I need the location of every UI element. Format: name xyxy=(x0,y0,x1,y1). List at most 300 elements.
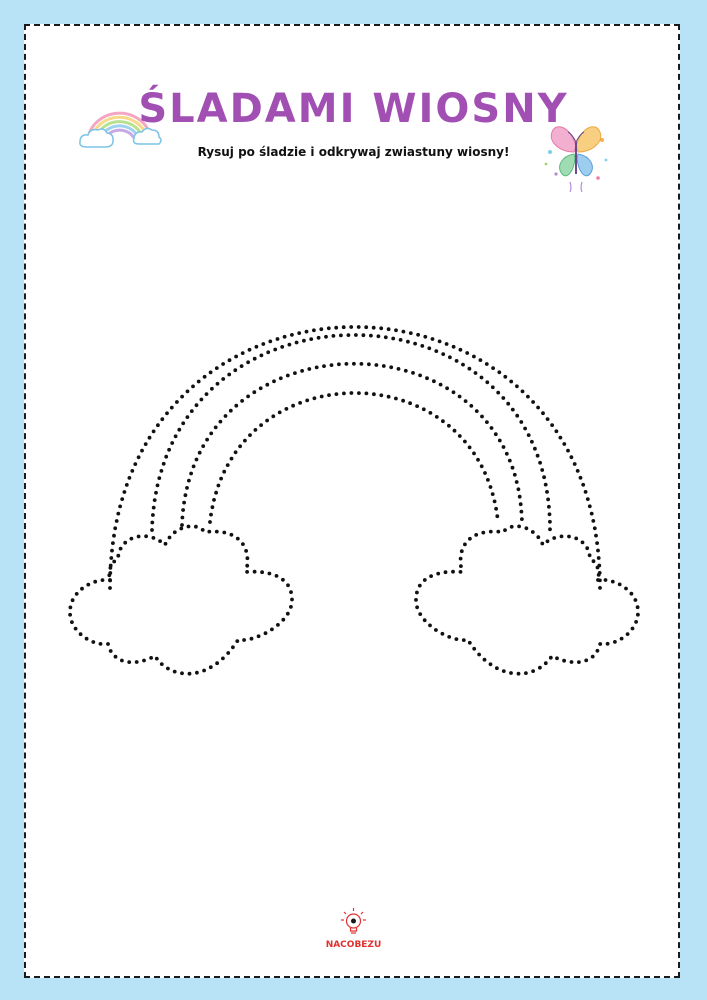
trace-dot xyxy=(413,342,417,346)
trace-dot xyxy=(432,379,436,383)
trace-dot xyxy=(180,395,184,399)
trace-dot xyxy=(167,448,171,452)
trace-dot xyxy=(221,657,225,661)
trace-dot xyxy=(606,642,610,646)
trace-dot xyxy=(464,399,468,403)
trace-dot xyxy=(562,442,566,446)
trace-dot xyxy=(288,343,292,347)
trace-dot xyxy=(234,404,238,408)
trace-dot xyxy=(379,326,383,330)
trace-dot xyxy=(119,547,123,551)
trace-dot xyxy=(389,365,393,369)
trace-dot xyxy=(285,407,289,411)
trace-dot xyxy=(418,612,422,616)
trace-dot xyxy=(394,328,398,332)
trace-dot xyxy=(181,508,185,512)
trace-dot xyxy=(279,376,283,380)
trace-dot xyxy=(439,383,443,387)
trace-dot xyxy=(530,440,534,444)
trace-dot xyxy=(634,598,638,602)
trace-dot xyxy=(194,525,198,529)
trace-dot xyxy=(160,417,164,421)
trace-dot xyxy=(448,355,452,359)
trace-dot xyxy=(489,530,493,534)
trace-dot xyxy=(149,656,153,660)
trace-dot xyxy=(205,392,209,396)
trace-dot xyxy=(332,334,336,338)
trace-dot xyxy=(107,573,111,577)
trace-dot xyxy=(562,659,566,663)
trace-dot xyxy=(170,441,174,445)
trace-dot xyxy=(116,554,120,558)
trace-dot xyxy=(186,415,190,419)
trace-dot xyxy=(222,470,226,474)
trace-dot xyxy=(445,342,449,346)
trace-dot xyxy=(468,367,472,371)
trace-dot xyxy=(280,345,284,349)
trace-dot xyxy=(517,672,521,676)
trace-dot xyxy=(108,578,112,582)
trace-dot xyxy=(438,340,442,344)
trace-dot xyxy=(234,355,238,359)
trace-dot xyxy=(101,578,105,582)
trace-dot xyxy=(246,395,250,399)
trace-dot xyxy=(576,469,580,473)
trace-dot xyxy=(257,634,261,638)
trace-dot xyxy=(624,587,628,591)
trace-dot xyxy=(549,656,553,660)
trace-dot xyxy=(404,369,408,373)
trace-dot xyxy=(459,564,463,568)
trace-dot xyxy=(567,535,571,539)
trace-dot xyxy=(630,592,634,596)
trace-dot xyxy=(342,325,346,329)
trace-dot xyxy=(260,354,264,358)
trace-dot xyxy=(458,395,462,399)
trace-dot xyxy=(68,613,72,617)
trace-dot xyxy=(387,327,391,331)
trace-dot xyxy=(271,414,275,418)
trace-dot xyxy=(234,450,238,454)
trace-dot xyxy=(214,426,218,430)
trace-dot xyxy=(494,432,498,436)
trace-dot xyxy=(208,520,212,524)
trace-dot xyxy=(415,591,419,595)
trace-dot xyxy=(155,657,159,661)
trace-dot xyxy=(268,572,272,576)
trace-dot xyxy=(259,386,263,390)
trace-dot xyxy=(447,635,451,639)
trace-dot xyxy=(137,535,141,539)
trace-dot xyxy=(231,645,235,649)
trace-dot xyxy=(173,670,177,674)
trace-dot xyxy=(423,578,427,582)
trace-dot xyxy=(207,530,211,534)
trace-dot xyxy=(502,445,506,449)
trace-dot xyxy=(157,476,161,480)
trace-dot xyxy=(468,446,472,450)
trace-dot xyxy=(391,337,395,341)
trace-dot xyxy=(352,362,356,366)
trace-dot xyxy=(491,385,495,389)
trace-dot xyxy=(550,423,554,427)
trace-dot xyxy=(130,537,134,541)
trace-dot xyxy=(547,505,551,509)
trace-dot xyxy=(595,541,599,545)
trace-dot xyxy=(265,383,269,387)
trace-dot xyxy=(453,429,457,433)
trace-dot xyxy=(272,379,276,383)
trace-dot xyxy=(215,661,219,665)
trace-dot xyxy=(485,362,489,366)
trace-dot xyxy=(283,335,287,339)
trace-dot xyxy=(511,408,515,412)
trace-dot xyxy=(305,330,309,334)
trace-dot xyxy=(93,580,97,584)
trace-dot xyxy=(586,497,590,501)
trace-dot xyxy=(250,637,254,641)
trace-dot xyxy=(211,505,215,509)
trace-dot xyxy=(112,534,116,538)
dotted-arc-3 xyxy=(180,362,524,527)
trace-dot xyxy=(195,458,199,462)
trace-dot xyxy=(115,519,119,523)
trace-dot xyxy=(182,501,186,505)
trace-dot xyxy=(142,659,146,663)
trace-dot xyxy=(479,358,483,362)
trace-dot xyxy=(278,411,282,415)
trace-dot xyxy=(418,584,422,588)
trace-dot xyxy=(546,539,550,543)
trace-dot xyxy=(164,455,168,459)
trace-dot xyxy=(151,513,155,517)
trace-dot xyxy=(184,493,188,497)
trace-dot xyxy=(462,638,466,642)
trace-dot xyxy=(477,653,481,657)
trace-dot xyxy=(148,436,152,440)
trace-dot xyxy=(120,497,124,501)
trace-dot xyxy=(221,377,225,381)
trace-dot xyxy=(544,483,548,487)
trace-dot xyxy=(305,399,309,403)
trace-dot xyxy=(166,667,170,671)
trace-dot xyxy=(286,612,290,616)
trace-dot xyxy=(520,517,524,521)
trace-dot xyxy=(465,351,469,355)
trace-dot xyxy=(365,392,369,396)
trace-dot xyxy=(160,662,164,666)
trace-dot xyxy=(536,535,540,539)
trace-dot xyxy=(428,624,432,628)
trace-dot xyxy=(506,402,510,406)
trace-dot xyxy=(252,390,256,394)
trace-dot xyxy=(339,334,343,338)
trace-dot xyxy=(555,656,559,660)
trace-dot xyxy=(240,364,244,368)
trace-dot xyxy=(177,428,181,432)
trace-dot xyxy=(317,336,321,340)
trace-dot xyxy=(125,483,129,487)
trace-dot xyxy=(70,620,74,624)
trace-dot xyxy=(209,371,213,375)
trace-dot xyxy=(79,632,83,636)
trace-dot xyxy=(357,391,361,395)
trace-dot xyxy=(350,391,354,395)
trace-dot xyxy=(327,393,331,397)
trace-dot xyxy=(509,671,513,675)
trace-dot xyxy=(85,637,89,641)
trace-dot xyxy=(483,471,487,475)
trace-dot xyxy=(596,566,600,570)
trace-dot xyxy=(209,665,213,669)
trace-dot xyxy=(290,598,294,602)
trace-dot xyxy=(489,662,493,666)
trace-dot xyxy=(540,468,544,472)
trace-dot xyxy=(515,480,519,484)
trace-dot xyxy=(154,491,158,495)
trace-dot xyxy=(245,570,249,574)
trace-dot xyxy=(517,525,521,529)
trace-dot xyxy=(496,391,500,395)
page-subtitle: Rysuj po śladzie i odkrywaj zwiastuny wiosny! xyxy=(197,145,510,159)
trace-dot xyxy=(291,404,295,408)
trace-dot xyxy=(472,647,476,651)
trace-dot xyxy=(394,397,398,401)
trace-dot xyxy=(297,331,301,335)
trace-dot xyxy=(246,360,250,364)
trace-dot xyxy=(236,537,240,541)
trace-dot xyxy=(300,369,304,373)
trace-dot xyxy=(594,534,598,538)
trace-dot xyxy=(137,455,141,459)
trace-dot xyxy=(112,560,116,564)
trace-dot xyxy=(472,355,476,359)
trace-dot xyxy=(260,570,264,574)
trace-dot xyxy=(592,559,596,563)
trace-dot xyxy=(540,542,544,546)
trace-dot xyxy=(71,598,75,602)
trace-dot xyxy=(322,364,326,368)
trace-dot xyxy=(515,384,519,388)
trace-dot xyxy=(515,414,519,418)
trace-dot xyxy=(626,632,630,636)
trace-dot xyxy=(461,363,465,367)
trace-dot xyxy=(531,530,535,534)
trace-dot xyxy=(618,583,622,587)
trace-dot xyxy=(216,382,220,386)
trace-dot xyxy=(468,537,472,541)
trace-dot xyxy=(455,637,459,641)
trace-dot xyxy=(620,637,624,641)
trace-dot xyxy=(173,530,177,534)
trace-dot xyxy=(69,606,73,610)
trace-dot xyxy=(468,641,472,645)
trace-dot xyxy=(244,549,248,553)
trace-dot xyxy=(441,632,445,636)
trace-dot xyxy=(295,341,299,345)
trace-dot xyxy=(397,367,401,371)
trace-dot xyxy=(423,618,427,622)
trace-dot xyxy=(519,420,523,424)
trace-dot xyxy=(152,506,156,510)
trace-dot xyxy=(360,362,364,366)
trace-dot xyxy=(120,659,124,663)
trace-dot xyxy=(180,523,184,527)
trace-dot xyxy=(215,366,219,370)
trace-dot xyxy=(217,484,221,488)
trace-dot xyxy=(436,572,440,576)
trace-dot xyxy=(459,348,463,352)
trace-dot xyxy=(228,358,232,362)
trace-dot xyxy=(573,462,577,466)
trace-dot xyxy=(483,658,487,662)
trace-dot xyxy=(364,325,368,329)
trace-dot xyxy=(229,409,233,413)
trace-dot xyxy=(406,340,410,344)
trace-dot xyxy=(315,366,319,370)
trace-dot xyxy=(362,333,366,337)
trace-dot xyxy=(116,512,120,516)
trace-dot xyxy=(469,404,473,408)
trace-dot xyxy=(200,398,204,402)
trace-dot xyxy=(538,666,542,670)
trace-dot xyxy=(597,573,601,577)
trace-dot xyxy=(335,392,339,396)
trace-dot xyxy=(596,549,600,553)
trace-dot xyxy=(408,401,412,405)
trace-dot xyxy=(330,363,334,367)
trace-dot xyxy=(264,631,268,635)
trace-dot xyxy=(224,414,228,418)
trace-dot xyxy=(205,438,209,442)
trace-dot xyxy=(489,485,493,489)
trace-dot xyxy=(496,530,500,534)
trace-dot xyxy=(118,505,122,509)
trace-dot xyxy=(158,539,162,543)
brand-name: NACOBEZU xyxy=(325,940,382,950)
trace-dot xyxy=(168,536,172,540)
trace-dot xyxy=(349,325,353,329)
trace-dot xyxy=(248,348,252,352)
trace-dot xyxy=(109,556,113,560)
trace-dot xyxy=(416,333,420,337)
trace-dot xyxy=(313,396,317,400)
trace-dot xyxy=(106,642,110,646)
trace-dot xyxy=(429,411,433,415)
trace-dot xyxy=(508,459,512,463)
trace-dot xyxy=(560,535,564,539)
trace-dot xyxy=(459,557,463,561)
trace-dot xyxy=(452,390,456,394)
trace-dot xyxy=(230,457,234,461)
trace-dot xyxy=(463,543,467,547)
trace-dot xyxy=(187,479,191,483)
trace-dot xyxy=(523,427,527,431)
trace-dot xyxy=(209,513,213,517)
trace-dot xyxy=(435,415,439,419)
trace-dot xyxy=(503,375,507,379)
trace-dot xyxy=(636,605,640,609)
trace-dot xyxy=(212,498,216,502)
trace-dot xyxy=(480,376,484,380)
trace-dot xyxy=(309,337,313,341)
trace-dot xyxy=(221,362,225,366)
trace-dot xyxy=(548,527,552,531)
trace-dot xyxy=(486,478,490,482)
trace-dot xyxy=(255,345,259,349)
trace-dot xyxy=(511,466,515,470)
trace-dot xyxy=(192,465,196,469)
trace-dot xyxy=(414,598,418,602)
trace-dot xyxy=(123,541,127,545)
trace-dot xyxy=(80,587,84,591)
trace-dot xyxy=(498,439,502,443)
trace-dot xyxy=(162,462,166,466)
trace-dot xyxy=(458,434,462,438)
trace-dot xyxy=(195,403,199,407)
trace-dot xyxy=(302,339,306,343)
trace-dot xyxy=(584,659,588,663)
trace-dot xyxy=(591,655,595,659)
trace-dot xyxy=(379,393,383,397)
trace-dot xyxy=(447,424,451,428)
trace-dot xyxy=(480,415,484,419)
trace-dot xyxy=(631,627,635,631)
trace-dot xyxy=(548,512,552,516)
trace-dot xyxy=(634,620,638,624)
trace-dot xyxy=(337,362,341,366)
trace-dot xyxy=(298,401,302,405)
trace-dot xyxy=(180,671,184,675)
trace-dot xyxy=(150,521,154,525)
trace-dot xyxy=(201,444,205,448)
trace-dot xyxy=(520,510,524,514)
trace-dot xyxy=(334,326,338,330)
trace-dot xyxy=(185,486,189,490)
trace-dot xyxy=(546,498,550,502)
trace-dot xyxy=(164,542,168,546)
trace-dot xyxy=(210,387,214,391)
trace-dot xyxy=(474,533,478,537)
trace-dot xyxy=(491,492,495,496)
trace-dot xyxy=(293,371,297,375)
trace-dot xyxy=(276,337,280,341)
trace-dot xyxy=(241,351,245,355)
trace-dot xyxy=(230,533,234,537)
trace-dot xyxy=(150,528,154,532)
trace-dot xyxy=(429,574,433,578)
trace-dot xyxy=(541,411,545,415)
trace-dot xyxy=(140,449,144,453)
trace-dot xyxy=(268,340,272,344)
trace-dot xyxy=(497,370,501,374)
trace-dot xyxy=(570,660,574,664)
trace-dot xyxy=(175,400,179,404)
page-title: ŚLADAMI WIOSNY xyxy=(138,86,569,132)
trace-dot xyxy=(579,476,583,480)
trace-dot xyxy=(347,333,351,337)
trace-dot xyxy=(452,345,456,349)
trace-dot xyxy=(242,638,246,642)
trace-dot xyxy=(434,628,438,632)
trace-dot xyxy=(524,671,528,675)
trace-dot xyxy=(187,525,191,529)
trace-dot xyxy=(253,570,257,574)
trace-dot xyxy=(531,669,535,673)
trace-dot xyxy=(281,618,285,622)
trace-dot xyxy=(86,583,90,587)
trace-dot xyxy=(174,434,178,438)
